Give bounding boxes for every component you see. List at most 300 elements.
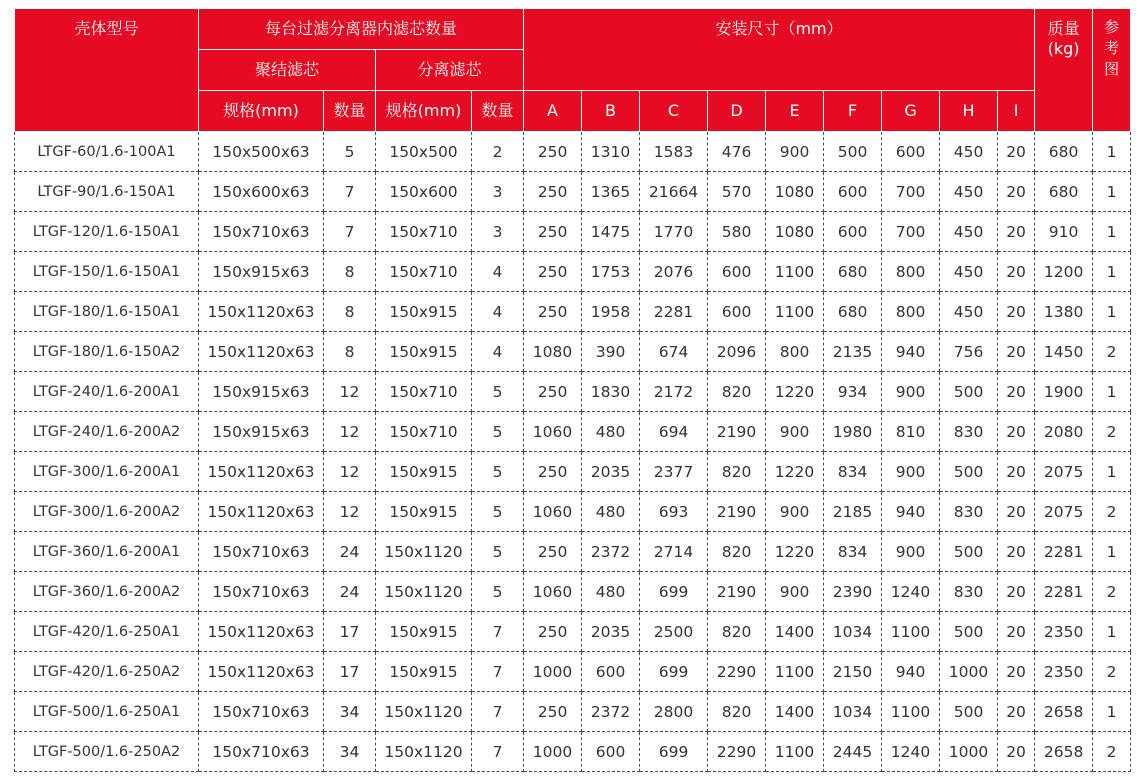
dim-a-cell: 1060: [524, 412, 582, 452]
dim-g-cell: 940: [882, 332, 940, 372]
dim-h-cell: 500: [940, 532, 998, 572]
dim-h-cell: 450: [940, 132, 998, 172]
model-cell: LTGF-500/1.6-250A2: [15, 732, 199, 772]
dim-f-cell: 2185: [824, 492, 882, 532]
dim-d-cell: 2290: [708, 732, 766, 772]
dim-h-cell: 830: [940, 412, 998, 452]
dim-f-cell: 1980: [824, 412, 882, 452]
table-row: [15, 292, 1131, 332]
dim-a-cell: 1060: [524, 572, 582, 612]
header-model: 壳体型号: [15, 9, 199, 132]
header-dim-a: A: [524, 91, 582, 132]
dim-c-cell: 1583: [640, 132, 708, 172]
model-cell: LTGF-180/1.6-150A2: [15, 332, 199, 372]
coalescing-qty-cell: 12: [324, 412, 376, 452]
separation-spec-cell: 150x915: [376, 492, 472, 532]
dim-f-cell: 500: [824, 132, 882, 172]
model-cell: LTGF-150/1.6-150A1: [15, 252, 199, 292]
model-cell: LTGF-360/1.6-200A2: [15, 572, 199, 612]
header-dim-f: F: [824, 91, 882, 132]
coalescing-qty-cell: 12: [324, 492, 376, 532]
separation-qty-cell: 2: [472, 132, 524, 172]
dim-e-cell: 900: [766, 492, 824, 532]
reference-figure-cell: 2: [1093, 732, 1131, 772]
header-dim-b: B: [582, 91, 640, 132]
dim-h-cell: 500: [940, 452, 998, 492]
dim-b-cell: 1365: [582, 172, 640, 212]
separation-spec-cell: 150x710: [376, 412, 472, 452]
dim-a-cell: 250: [524, 612, 582, 652]
table-row: [15, 132, 1131, 172]
reference-figure-cell: 2: [1093, 332, 1131, 372]
dim-f-cell: 2445: [824, 732, 882, 772]
dim-d-cell: 820: [708, 452, 766, 492]
header-dim-h: H: [940, 91, 998, 132]
header-ref-char-3: 图: [1104, 60, 1120, 78]
dim-e-cell: 800: [766, 332, 824, 372]
model-cell: LTGF-360/1.6-200A1: [15, 532, 199, 572]
dim-e-cell: 900: [766, 132, 824, 172]
reference-figure-cell: 1: [1093, 132, 1131, 172]
dim-c-cell: 1770: [640, 212, 708, 252]
coalescing-qty-cell: 17: [324, 652, 376, 692]
reference-figure-cell: 1: [1093, 692, 1131, 732]
separation-qty-cell: 7: [472, 732, 524, 772]
mass-cell: 2658: [1035, 732, 1093, 772]
reference-figure-cell: 1: [1093, 372, 1131, 412]
dim-i-cell: 20: [998, 252, 1035, 292]
model-cell: LTGF-420/1.6-250A1: [15, 612, 199, 652]
dim-e-cell: 1400: [766, 692, 824, 732]
header-ref-char-2: 考: [1104, 39, 1120, 57]
dim-i-cell: 20: [998, 652, 1035, 692]
separation-spec-cell: 150x500: [376, 132, 472, 172]
separation-qty-cell: 7: [472, 692, 524, 732]
dim-h-cell: 1000: [940, 732, 998, 772]
dim-a-cell: 250: [524, 692, 582, 732]
table-row: [15, 532, 1131, 572]
model-cell: LTGF-240/1.6-200A1: [15, 372, 199, 412]
dim-i-cell: 20: [998, 292, 1035, 332]
header-mass: [1035, 9, 1093, 132]
dim-b-cell: 2035: [582, 612, 640, 652]
mass-cell: 1380: [1035, 292, 1093, 332]
coalescing-qty-cell: 5: [324, 132, 376, 172]
dim-c-cell: 21664: [640, 172, 708, 212]
dim-d-cell: 2190: [708, 412, 766, 452]
dim-h-cell: 830: [940, 572, 998, 612]
mass-cell: 2075: [1035, 492, 1093, 532]
model-cell: LTGF-300/1.6-200A2: [15, 492, 199, 532]
reference-figure-cell: 1: [1093, 452, 1131, 492]
dim-h-cell: 500: [940, 612, 998, 652]
separation-qty-cell: 7: [472, 652, 524, 692]
separation-spec-cell: 150x1120: [376, 692, 472, 732]
dim-f-cell: 2150: [824, 652, 882, 692]
dim-a-cell: 250: [524, 172, 582, 212]
dim-e-cell: 900: [766, 412, 824, 452]
reference-figure-cell: 1: [1093, 252, 1131, 292]
dim-c-cell: 2281: [640, 292, 708, 332]
dim-h-cell: 450: [940, 292, 998, 332]
dim-d-cell: 2190: [708, 572, 766, 612]
mass-cell: 680: [1035, 172, 1093, 212]
dim-a-cell: 250: [524, 252, 582, 292]
mass-cell: 2350: [1035, 612, 1093, 652]
coalescing-spec-cell: 150x915x63: [199, 412, 324, 452]
dim-e-cell: 900: [766, 572, 824, 612]
table-row: [15, 652, 1131, 692]
header-separation-spec: 规格(mm): [376, 91, 472, 132]
reference-figure-cell: 1: [1093, 212, 1131, 252]
separation-qty-cell: 7: [472, 612, 524, 652]
separation-spec-cell: 150x915: [376, 292, 472, 332]
dim-e-cell: 1100: [766, 252, 824, 292]
header-reference-figure: [1093, 9, 1131, 132]
coalescing-qty-cell: 7: [324, 172, 376, 212]
table-header: [15, 9, 1131, 132]
separation-spec-cell: 150x915: [376, 612, 472, 652]
mass-cell: 1200: [1035, 252, 1093, 292]
dim-f-cell: 600: [824, 212, 882, 252]
dim-a-cell: 1000: [524, 732, 582, 772]
header-mass-label: 质量: [1047, 19, 1080, 38]
dim-i-cell: 20: [998, 372, 1035, 412]
reference-figure-cell: 1: [1093, 532, 1131, 572]
filter-separator-spec-table: [14, 8, 1131, 772]
header-dim-g: G: [882, 91, 940, 132]
dim-a-cell: 250: [524, 132, 582, 172]
mass-cell: 1450: [1035, 332, 1093, 372]
dim-h-cell: 1000: [940, 652, 998, 692]
coalescing-qty-cell: 8: [324, 332, 376, 372]
table-row: [15, 692, 1131, 732]
separation-qty-cell: 4: [472, 292, 524, 332]
dim-h-cell: 450: [940, 172, 998, 212]
separation-spec-cell: 150x915: [376, 652, 472, 692]
reference-figure-cell: 1: [1093, 172, 1131, 212]
header-filter-count-group: 每台过滤分离器内滤芯数量: [199, 9, 524, 50]
dim-b-cell: 2372: [582, 692, 640, 732]
dim-i-cell: 20: [998, 332, 1035, 372]
mass-cell: 2080: [1035, 412, 1093, 452]
dim-f-cell: 1034: [824, 612, 882, 652]
dim-d-cell: 570: [708, 172, 766, 212]
dim-c-cell: 699: [640, 572, 708, 612]
separation-qty-cell: 5: [472, 452, 524, 492]
separation-spec-cell: 150x1120: [376, 572, 472, 612]
dim-g-cell: 700: [882, 212, 940, 252]
reference-figure-cell: 2: [1093, 652, 1131, 692]
dim-b-cell: 2372: [582, 532, 640, 572]
header-coalescing-spec: 规格(mm): [199, 91, 324, 132]
table-row: [15, 452, 1131, 492]
coalescing-qty-cell: 24: [324, 572, 376, 612]
mass-cell: 2075: [1035, 452, 1093, 492]
dim-d-cell: 820: [708, 372, 766, 412]
dim-d-cell: 600: [708, 252, 766, 292]
dim-c-cell: 699: [640, 732, 708, 772]
dim-c-cell: 2500: [640, 612, 708, 652]
separation-spec-cell: 150x710: [376, 372, 472, 412]
dim-g-cell: 1100: [882, 692, 940, 732]
coalescing-spec-cell: 150x1120x63: [199, 292, 324, 332]
dim-e-cell: 1100: [766, 292, 824, 332]
coalescing-spec-cell: 150x1120x63: [199, 612, 324, 652]
dim-c-cell: 693: [640, 492, 708, 532]
dim-g-cell: 1240: [882, 732, 940, 772]
dim-i-cell: 20: [998, 452, 1035, 492]
dim-a-cell: 250: [524, 292, 582, 332]
dim-f-cell: 834: [824, 532, 882, 572]
dim-h-cell: 830: [940, 492, 998, 532]
dim-f-cell: 680: [824, 292, 882, 332]
coalescing-qty-cell: 7: [324, 212, 376, 252]
dim-a-cell: 1000: [524, 652, 582, 692]
dim-g-cell: 940: [882, 652, 940, 692]
dim-i-cell: 20: [998, 692, 1035, 732]
dim-c-cell: 2377: [640, 452, 708, 492]
table-row: [15, 732, 1131, 772]
spec-table-container: [14, 8, 1130, 772]
dim-a-cell: 1080: [524, 332, 582, 372]
header-coalescing-qty: 数量: [324, 91, 376, 132]
dim-g-cell: 800: [882, 252, 940, 292]
separation-qty-cell: 5: [472, 372, 524, 412]
dim-b-cell: 1830: [582, 372, 640, 412]
dim-e-cell: 1080: [766, 212, 824, 252]
dim-i-cell: 20: [998, 572, 1035, 612]
dim-i-cell: 20: [998, 212, 1035, 252]
header-separation-filter: 分离滤芯: [376, 50, 524, 91]
dim-g-cell: 940: [882, 492, 940, 532]
table-row: [15, 372, 1131, 412]
dim-c-cell: 699: [640, 652, 708, 692]
coalescing-spec-cell: 150x915x63: [199, 252, 324, 292]
coalescing-spec-cell: 150x1120x63: [199, 652, 324, 692]
coalescing-spec-cell: 150x710x63: [199, 212, 324, 252]
separation-spec-cell: 150x710: [376, 252, 472, 292]
dim-e-cell: 1220: [766, 532, 824, 572]
dim-b-cell: 390: [582, 332, 640, 372]
reference-figure-cell: 1: [1093, 612, 1131, 652]
dim-d-cell: 476: [708, 132, 766, 172]
dim-a-cell: 250: [524, 372, 582, 412]
dim-g-cell: 1240: [882, 572, 940, 612]
dim-c-cell: 2800: [640, 692, 708, 732]
dim-b-cell: 480: [582, 572, 640, 612]
coalescing-qty-cell: 17: [324, 612, 376, 652]
dim-a-cell: 250: [524, 212, 582, 252]
coalescing-spec-cell: 150x1120x63: [199, 492, 324, 532]
coalescing-spec-cell: 150x1120x63: [199, 332, 324, 372]
header-dim-e: E: [766, 91, 824, 132]
coalescing-spec-cell: 150x915x63: [199, 372, 324, 412]
reference-figure-cell: 2: [1093, 412, 1131, 452]
separation-spec-cell: 150x915: [376, 452, 472, 492]
dim-h-cell: 756: [940, 332, 998, 372]
dim-d-cell: 820: [708, 612, 766, 652]
table-row: [15, 572, 1131, 612]
model-cell: LTGF-90/1.6-150A1: [15, 172, 199, 212]
table-row: [15, 412, 1131, 452]
coalescing-spec-cell: 150x710x63: [199, 532, 324, 572]
header-install-size: 安装尺寸（mm）: [524, 9, 1035, 91]
model-cell: LTGF-300/1.6-200A1: [15, 452, 199, 492]
dim-g-cell: 1100: [882, 612, 940, 652]
dim-b-cell: 1753: [582, 252, 640, 292]
table-row: [15, 172, 1131, 212]
coalescing-spec-cell: 150x1120x63: [199, 452, 324, 492]
table-row: [15, 612, 1131, 652]
coalescing-spec-cell: 150x710x63: [199, 572, 324, 612]
coalescing-spec-cell: 150x500x63: [199, 132, 324, 172]
mass-cell: 2350: [1035, 652, 1093, 692]
coalescing-spec-cell: 150x710x63: [199, 692, 324, 732]
dim-i-cell: 20: [998, 732, 1035, 772]
dim-d-cell: 2096: [708, 332, 766, 372]
dim-c-cell: 2076: [640, 252, 708, 292]
model-cell: LTGF-120/1.6-150A1: [15, 212, 199, 252]
dim-g-cell: 800: [882, 292, 940, 332]
table-row: [15, 212, 1131, 252]
separation-qty-cell: 5: [472, 572, 524, 612]
dim-g-cell: 900: [882, 532, 940, 572]
model-cell: LTGF-60/1.6-100A1: [15, 132, 199, 172]
reference-figure-cell: 2: [1093, 572, 1131, 612]
dim-b-cell: 1958: [582, 292, 640, 332]
coalescing-qty-cell: 8: [324, 252, 376, 292]
separation-qty-cell: 5: [472, 532, 524, 572]
dim-e-cell: 1220: [766, 452, 824, 492]
reference-figure-cell: 2: [1093, 492, 1131, 532]
dim-e-cell: 1080: [766, 172, 824, 212]
separation-qty-cell: 3: [472, 212, 524, 252]
coalescing-spec-cell: 150x710x63: [199, 732, 324, 772]
coalescing-qty-cell: 12: [324, 372, 376, 412]
coalescing-qty-cell: 24: [324, 532, 376, 572]
dim-d-cell: 2190: [708, 492, 766, 532]
mass-cell: 2281: [1035, 532, 1093, 572]
dim-f-cell: 934: [824, 372, 882, 412]
model-cell: LTGF-420/1.6-250A2: [15, 652, 199, 692]
dim-b-cell: 1475: [582, 212, 640, 252]
dim-c-cell: 694: [640, 412, 708, 452]
header-mass-unit: (kg): [1047, 39, 1080, 58]
dim-d-cell: 2290: [708, 652, 766, 692]
dim-i-cell: 20: [998, 492, 1035, 532]
separation-qty-cell: 4: [472, 252, 524, 292]
separation-spec-cell: 150x915: [376, 332, 472, 372]
separation-spec-cell: 150x1120: [376, 732, 472, 772]
separation-qty-cell: 5: [472, 492, 524, 532]
separation-qty-cell: 4: [472, 332, 524, 372]
dim-b-cell: 600: [582, 652, 640, 692]
dim-e-cell: 1400: [766, 612, 824, 652]
dim-d-cell: 820: [708, 532, 766, 572]
dim-g-cell: 900: [882, 372, 940, 412]
dim-f-cell: 2390: [824, 572, 882, 612]
coalescing-qty-cell: 8: [324, 292, 376, 332]
coalescing-qty-cell: 12: [324, 452, 376, 492]
dim-e-cell: 1220: [766, 372, 824, 412]
dim-i-cell: 20: [998, 132, 1035, 172]
mass-cell: 2658: [1035, 692, 1093, 732]
dim-f-cell: 2135: [824, 332, 882, 372]
table-body: [15, 132, 1131, 772]
header-ref-char-1: 参: [1104, 18, 1120, 36]
model-cell: LTGF-240/1.6-200A2: [15, 412, 199, 452]
dim-g-cell: 810: [882, 412, 940, 452]
dim-g-cell: 700: [882, 172, 940, 212]
separation-spec-cell: 150x710: [376, 212, 472, 252]
dim-c-cell: 2172: [640, 372, 708, 412]
dim-h-cell: 450: [940, 212, 998, 252]
dim-a-cell: 250: [524, 452, 582, 492]
dim-a-cell: 250: [524, 532, 582, 572]
mass-cell: 1900: [1035, 372, 1093, 412]
separation-qty-cell: 3: [472, 172, 524, 212]
dim-i-cell: 20: [998, 612, 1035, 652]
dim-e-cell: 1100: [766, 652, 824, 692]
dim-d-cell: 820: [708, 692, 766, 732]
dim-c-cell: 674: [640, 332, 708, 372]
dim-g-cell: 900: [882, 452, 940, 492]
dim-d-cell: 580: [708, 212, 766, 252]
mass-cell: 2281: [1035, 572, 1093, 612]
header-dim-d: D: [708, 91, 766, 132]
dim-f-cell: 680: [824, 252, 882, 292]
coalescing-qty-cell: 34: [324, 692, 376, 732]
coalescing-qty-cell: 34: [324, 732, 376, 772]
dim-i-cell: 20: [998, 172, 1035, 212]
separation-qty-cell: 5: [472, 412, 524, 452]
dim-d-cell: 600: [708, 292, 766, 332]
model-cell: LTGF-180/1.6-150A1: [15, 292, 199, 332]
mass-cell: 910: [1035, 212, 1093, 252]
dim-h-cell: 500: [940, 372, 998, 412]
separation-spec-cell: 150x600: [376, 172, 472, 212]
dim-b-cell: 600: [582, 732, 640, 772]
mass-cell: 680: [1035, 132, 1093, 172]
dim-h-cell: 500: [940, 692, 998, 732]
dim-e-cell: 1100: [766, 732, 824, 772]
dim-f-cell: 1034: [824, 692, 882, 732]
header-dim-i: I: [998, 91, 1035, 132]
dim-f-cell: 600: [824, 172, 882, 212]
header-separation-qty: 数量: [472, 91, 524, 132]
reference-figure-cell: 1: [1093, 292, 1131, 332]
dim-i-cell: 20: [998, 412, 1035, 452]
model-cell: LTGF-500/1.6-250A1: [15, 692, 199, 732]
table-row: [15, 332, 1131, 372]
dim-f-cell: 834: [824, 452, 882, 492]
dim-b-cell: 1310: [582, 132, 640, 172]
header-coalescing-filter: 聚结滤芯: [199, 50, 376, 91]
table-row: [15, 252, 1131, 292]
dim-b-cell: 480: [582, 492, 640, 532]
dim-a-cell: 1060: [524, 492, 582, 532]
dim-i-cell: 20: [998, 532, 1035, 572]
separation-spec-cell: 150x1120: [376, 532, 472, 572]
dim-b-cell: 480: [582, 412, 640, 452]
dim-h-cell: 450: [940, 252, 998, 292]
dim-b-cell: 2035: [582, 452, 640, 492]
dim-c-cell: 2714: [640, 532, 708, 572]
coalescing-spec-cell: 150x600x63: [199, 172, 324, 212]
table-row: [15, 492, 1131, 532]
header-dim-c: C: [640, 91, 708, 132]
